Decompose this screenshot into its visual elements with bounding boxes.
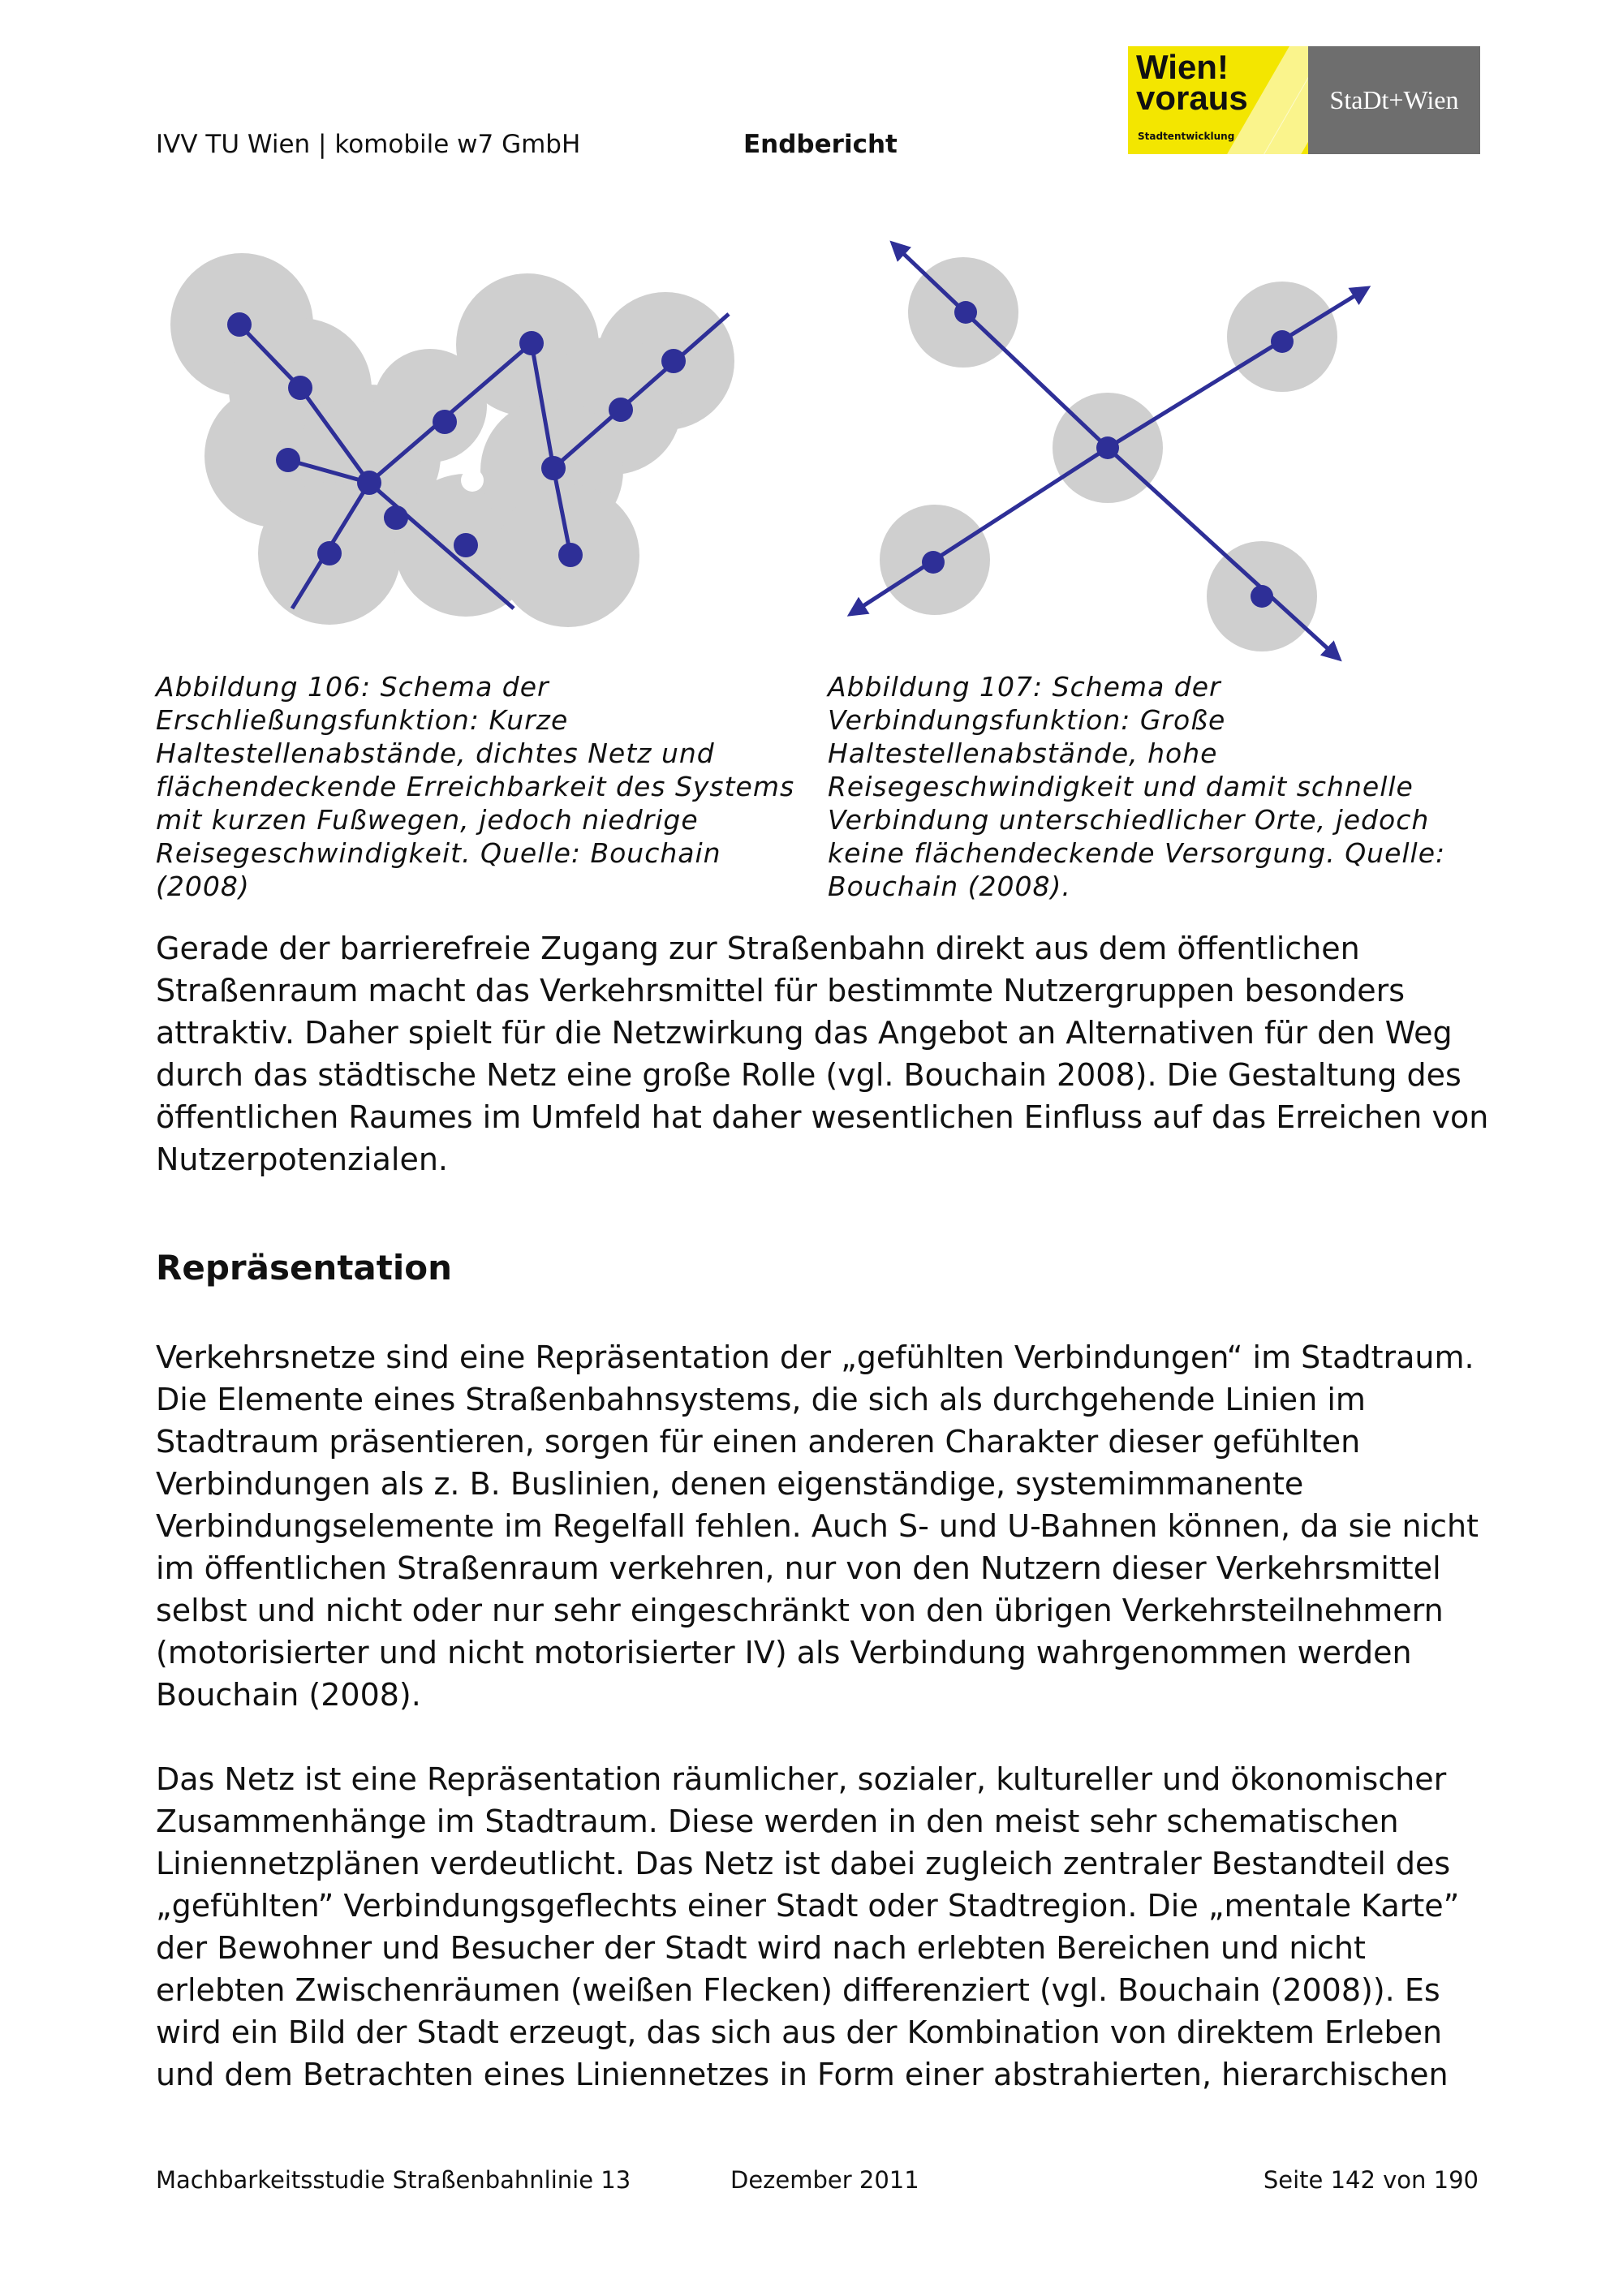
stadt-wien-logo — [1308, 46, 1480, 154]
paragraph-network-representation — [156, 1758, 1487, 2096]
text-line: Verbindungselemente im Regelfall fehlen. Auch S- und U-Bahnen können, da sie nicht — [156, 1508, 1479, 1544]
text-line: im öffentlichen Straßenraum verkehren, nur von den Nutzern dieser Verkehrsmittel — [156, 1550, 1441, 1586]
text-line: Nutzerpotenzialen. — [156, 1142, 448, 1177]
stop — [609, 398, 633, 422]
caption-line: keine flächendeckende Versorgung. Quelle: — [828, 837, 1446, 869]
caption-line: (2008) — [156, 871, 250, 902]
figure-106-caption — [156, 670, 797, 903]
stop — [454, 533, 478, 557]
caption-line: Verbindungsfunktion: Große — [828, 704, 1226, 736]
footer-date: Dezember 2011 — [730, 2166, 919, 2194]
stop — [357, 471, 381, 495]
paragraph-accessibility — [156, 927, 1487, 1180]
figure-107-caption — [828, 670, 1493, 903]
caption-line: Erschließungsfunktion: Kurze — [156, 704, 569, 736]
caption-line: Haltestellenabstände, dichtes Netz und — [156, 737, 715, 769]
text-line: (motorisierter und nicht motorisierter IV) als Verbindung wahrgenommen werden — [156, 1635, 1412, 1670]
text-line: Verbindungen als z. B. Buslinien, denen eigenständige, systemimmanente — [156, 1466, 1304, 1502]
header-report-type: Endbericht — [743, 130, 898, 159]
text-line: Gerade der barrierefreie Zugang zur Straßenbahn direkt aus dem öffentlichen — [156, 931, 1360, 966]
caption-line: mit kurzen Fußwegen, jedoch niedrige — [156, 804, 699, 836]
coverage-gap — [461, 469, 484, 492]
text-line: Bouchain (2008). — [156, 1677, 421, 1713]
text-line: Zusammenhänge im Stadtraum. Diese werden in den meist sehr schematischen — [156, 1804, 1399, 1839]
logo-stadt-wien-text: StaDt+Wien — [1329, 85, 1459, 114]
header-institution: IVV TU Wien | komobile w7 GmbH — [156, 130, 581, 159]
stop — [519, 331, 544, 355]
caption-line: Reisegeschwindigkeit und damit schnelle — [828, 771, 1414, 802]
coverage-circle — [373, 349, 487, 462]
text-line: wird ein Bild der Stadt erzeugt, das sich aus der Kombination von direktem Erleben — [156, 2014, 1443, 2050]
logo-voraus-text: voraus — [1136, 79, 1248, 117]
caption-line: Reisegeschwindigkeit. Quelle: Bouchain — [156, 837, 721, 869]
section-heading: Repräsentation — [156, 1248, 452, 1288]
text-line: Liniennetzplänen verdeutlicht. Das Netz ist dabei zugleich zentraler Bestandteil des — [156, 1846, 1451, 1881]
text-line: öffentlichen Raumes im Umfeld hat daher wesentlichen Einfluss auf das Erreichen von — [156, 1099, 1489, 1135]
caption-line: Verbindung unterschiedlicher Orte, jedoch — [828, 804, 1430, 836]
stop — [922, 551, 945, 574]
stop — [433, 410, 457, 434]
caption-line: Abbildung 107: Schema der — [828, 671, 1221, 703]
text-line: selbst und nicht oder nur sehr eingeschränkt von den übrigen Verkehrsteilnehmern — [156, 1593, 1444, 1628]
stop — [1271, 330, 1294, 353]
text-line: Verkehrsnetze sind eine Repräsentation der „gefühlten Verbindungen“ im Stadtraum. — [156, 1339, 1474, 1375]
figure-106-coverage-network — [154, 243, 771, 665]
stop — [954, 301, 977, 324]
stop — [288, 376, 312, 400]
text-line: erlebten Zwischenräumen (weißen Flecken) differenziert (vgl. Bouchain (2008)). Es — [156, 1972, 1440, 2008]
figure-107-connection-network — [836, 235, 1436, 673]
stop — [558, 543, 583, 567]
text-line: und dem Betrachten eines Liniennetzes in Form einer abstrahierten, hierarchischen — [156, 2057, 1449, 2092]
caption-line: flächendeckende Erreichbarkeit des Systems — [156, 771, 795, 802]
text-line: attraktiv. Daher spielt für die Netzwirkung das Angebot an Alternativen für den Weg — [156, 1015, 1453, 1051]
footer-page-number: Seite 142 von 190 — [1263, 2166, 1479, 2194]
paragraph-felt-connections — [156, 1336, 1487, 1716]
stop — [384, 505, 408, 530]
caption-line: Abbildung 106: Schema der — [156, 671, 549, 703]
caption-line: Haltestellenabstände, hohe — [828, 737, 1218, 769]
text-line: „gefühlten” Verbindungsgeflechts einer Stadt oder Stadtregion. Die „mentale Karte” — [156, 1888, 1460, 1924]
wien-voraus-logo — [1128, 46, 1308, 154]
footer-study-title: Machbarkeitsstudie Straßenbahnlinie 13 — [156, 2166, 631, 2194]
stop — [1096, 436, 1119, 459]
logo-wien-text: Wien! — [1136, 48, 1229, 86]
stop — [276, 448, 300, 472]
text-line: der Bewohner und Besucher der Stadt wird nach erlebten Bereichen und nicht — [156, 1930, 1366, 1966]
stop — [1251, 585, 1273, 608]
caption-line: Bouchain (2008). — [828, 871, 1071, 902]
stop — [317, 541, 342, 565]
logo-stadtentwicklung-text: Stadtentwicklung — [1138, 131, 1235, 142]
text-line: Die Elemente eines Straßenbahnsystems, die sich als durchgehende Linien im — [156, 1382, 1366, 1417]
stop — [227, 312, 252, 337]
text-line: durch das städtische Netz eine große Rolle (vgl. Bouchain 2008). Die Gestaltung des — [156, 1057, 1462, 1093]
stop — [661, 349, 686, 373]
stop — [541, 456, 566, 480]
coverage-areas — [170, 253, 734, 627]
text-line: Das Netz ist eine Repräsentation räumlicher, sozialer, kultureller und ökonomischer — [156, 1761, 1447, 1797]
text-line: Stadtraum präsentieren, sorgen für einen anderen Charakter dieser gefühlten — [156, 1424, 1361, 1460]
text-line: Straßenraum macht das Verkehrsmittel für bestimmte Nutzergruppen besonders — [156, 973, 1406, 1008]
